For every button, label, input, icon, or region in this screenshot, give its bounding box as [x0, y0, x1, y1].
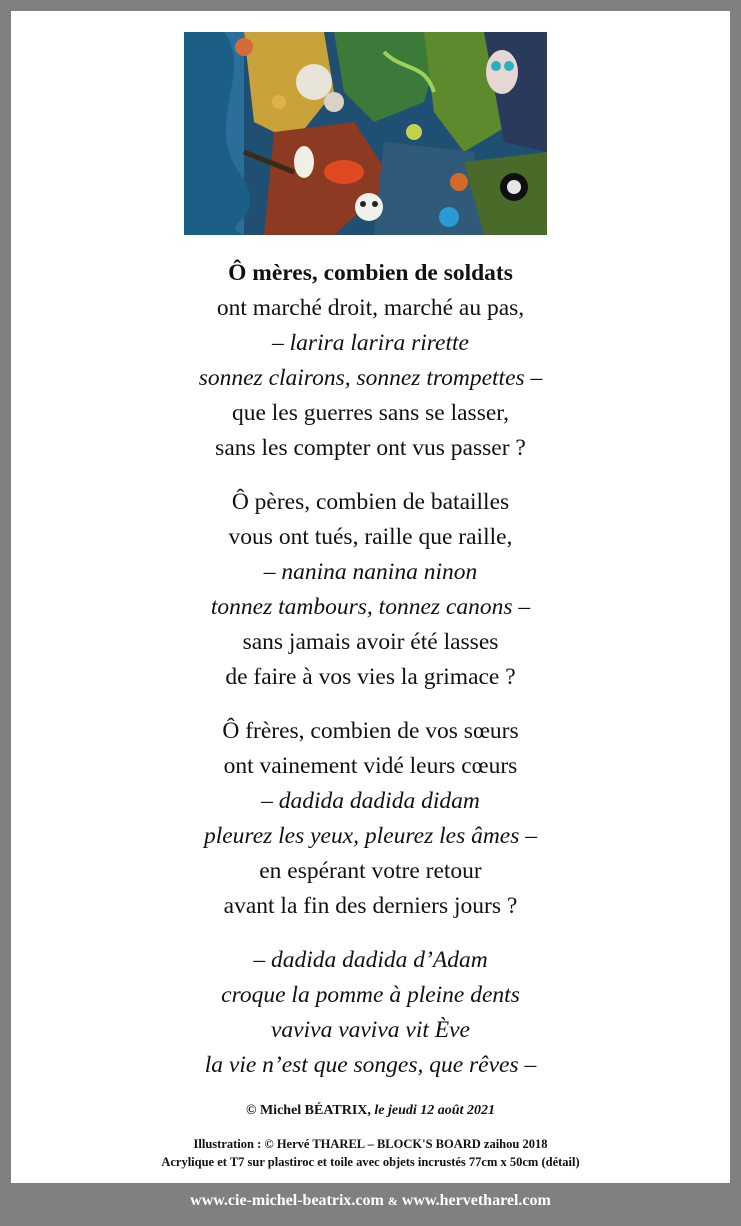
- website-link-michel-beatrix[interactable]: www.cie-michel-beatrix.com: [190, 1192, 384, 1209]
- poem-line: sans les compter ont vus passer ?: [215, 435, 526, 461]
- poem-line: que les guerres sans se lasser,: [231, 400, 510, 426]
- signature: [11, 1103, 730, 1119]
- poem-line: tonnez tambours, tonnez canons –: [210, 594, 531, 620]
- website-link-herve-tharel[interactable]: www.hervetharel.com: [401, 1192, 551, 1209]
- poem-line: Ô frères, combien de vos sœurs: [222, 718, 519, 744]
- poem-line: ont vainement vidé leurs cœurs: [223, 753, 518, 779]
- poem-line: – dadida dadida d’Adam: [253, 947, 488, 973]
- footer-links: [0, 1192, 741, 1210]
- poem-line: ont marché droit, marché au pas,: [216, 295, 525, 321]
- poem-line: sans jamais avoir été lasses: [242, 629, 499, 655]
- poem-line: Ô pères, combien de batailles: [231, 489, 510, 515]
- poem-line: – larira larira rirette: [272, 330, 469, 356]
- poem-line: – dadida dadida didam: [261, 788, 480, 814]
- poem-line: en espérant votre retour: [259, 858, 482, 884]
- poem-line: pleurez les yeux, pleurez les âmes –: [203, 823, 538, 849]
- poem-stanza: [11, 714, 730, 924]
- poem-stanza: [11, 943, 730, 1083]
- credit-line-2: Acrylique et T7 sur plastiroc et toile avec objets incrustés 77cm x 50cm (détail): [161, 1155, 580, 1169]
- poem-line: de faire à vos vies la grimace ?: [225, 664, 516, 690]
- credit-line-1: Illustration : © Hervé THAREL – BLOCK'S BOARD zaihou 2018: [193, 1137, 548, 1151]
- footer-separator: &: [387, 1194, 398, 1208]
- artwork-image: [184, 32, 547, 235]
- author-name: © Michel BÉATRIX,: [246, 1103, 371, 1118]
- artwork-illustration: [184, 32, 547, 235]
- poem-line: vaviva vaviva vit Ève: [271, 1017, 470, 1043]
- poem-line: sonnez clairons, sonnez trompettes –: [198, 365, 543, 391]
- signature-date: le jeudi 12 août 2021: [374, 1103, 495, 1118]
- poem-title-line: Ô mères, combien de soldats: [228, 260, 513, 286]
- poem-stanza: [11, 256, 730, 466]
- poem-line: vous ont tués, raille que raille,: [228, 524, 513, 550]
- poem: [11, 256, 730, 1102]
- illustration-credits: [11, 1135, 730, 1171]
- poem-line: – nanina nanina ninon: [263, 559, 478, 585]
- poem-line: la vie n’est que songes, que rêves –: [204, 1052, 537, 1078]
- poem-line: avant la fin des derniers jours ?: [223, 893, 518, 919]
- poem-stanza: [11, 485, 730, 695]
- poem-line: croque la pomme à pleine dents: [221, 982, 520, 1008]
- poem-card: [11, 11, 730, 1183]
